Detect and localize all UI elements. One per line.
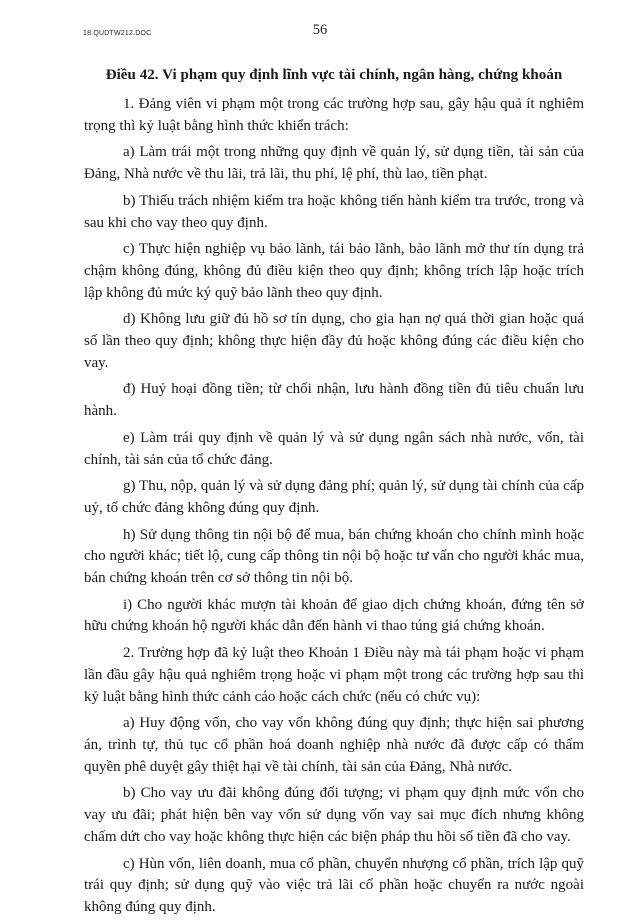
article-title: Điều 42. Vi phạm quy định lĩnh vực tài chính, ngân hàng, chứng khoán: [105, 67, 563, 83]
paragraph: 1. Đảng viên vi phạm một trong các trường hợp sau, gây hậu quả ít nghiêm trọng thì kỷ luật bằng hình thức khiển trách:: [84, 96, 584, 134]
paragraph: đ) Huỷ hoại đồng tiền; từ chối nhận, lưu hành đồng tiền đủ tiêu chuẩn lưu hành.: [84, 381, 584, 420]
file-label: 18.QUDTW212.DOC: [83, 30, 152, 37]
paragraph: h) Sử dụng thông tin nội bộ để mua, bán chứng khoán cho chính mình hoặc cho người khác; tiết lộ, cung cấp thông tin nội bộ hoặc tư vấn cho người khác mua, bán chứng khoán trên cơ sở thông tin nội bộ.: [84, 526, 584, 587]
paragraph: e) Làm trái quy định về quản lý và sử dụng ngân sách nhà nước, vốn, tài chính, tài sản của tổ chức đảng.: [84, 429, 584, 468]
paragraph: c) Hùn vốn, liên doanh, mua cổ phần, chuyển nhượng cổ phần, trích lập quỹ trái quy định; sử dụng quỹ vào việc trả lãi cổ phần hoặc chuyển ra nước ngoài không đúng quy định.: [84, 855, 584, 915]
paragraph: a) Làm trái một trong những quy định về quản lý, sử dụng tiền, tài sản của Đảng, Nhà nước về thu lãi, trả lãi, thu phí, lệ phí, thù lao, tiền phạt.: [84, 144, 584, 183]
paragraph: d) Không lưu giữ đủ hồ sơ tín dụng, cho gia hạn nợ quá thời gian hoặc quá số lần theo quy định; không thực hiện đầy đủ hoặc không đúng các điều kiện cho vay.: [84, 311, 584, 371]
paragraph: 2. Trường hợp đã kỷ luật theo Khoản 1 Điều này mà tái phạm hoặc vi phạm lần đầu gây hậu quả nghiêm trọng hoặc vi phạm một trong các trường hợp sau thì kỷ luật bằng hình thức cảnh cáo hoặc cách chức (nếu có chức vụ):: [84, 645, 584, 705]
paragraph: i) Cho người khác mượn tài khoản để giao dịch chứng khoán, đứng tên sở hữu chứng khoán hộ người khác dẫn đến hành vi thao túng giá chứng khoán.: [84, 596, 584, 635]
paragraph: b) Thiếu trách nhiệm kiểm tra hoặc không tiến hành kiểm tra trước, trong và sau khi cho vay theo quy định.: [84, 192, 584, 231]
paragraph: c) Thực hiện nghiệp vụ bảo lãnh, tái bảo lãnh, bảo lãnh mở thư tín dụng trả chậm không đúng, không đủ điều kiện theo quy định; không trích lập hoặc trích lập không đủ mức ký quỹ bảo lãnh theo quy định.: [84, 241, 584, 301]
paragraph: g) Thu, nộp, quản lý và sử dụng đảng phí; quản lý, sử dụng tài chính của cấp uỷ, tổ chức đảng không đúng quy định.: [84, 478, 584, 516]
article-body: [84, 64, 584, 924]
paragraph: b) Cho vay ưu đãi không đúng đối tượng; vi phạm quy định mức vốn cho vay ưu đãi; phát hiện bên vay vốn sử dụng vốn vay sai mục đích nhưng không chấm dứt cho vay hoặc không thực hiện các biện pháp thu hồi số tiền đã cho vay.: [84, 785, 584, 845]
paragraph: a) Huy động vốn, cho vay vốn không đúng quy định; thực hiện sai phương án, trình tự, thủ tục cổ phần hoá doanh nghiệp nhà nước đã được cấp có thẩm quyền phê duyệt gây thiệt hại về tài chính, tài sản của Đảng, Nhà nước.: [84, 715, 584, 775]
page-number: 56: [312, 22, 328, 38]
